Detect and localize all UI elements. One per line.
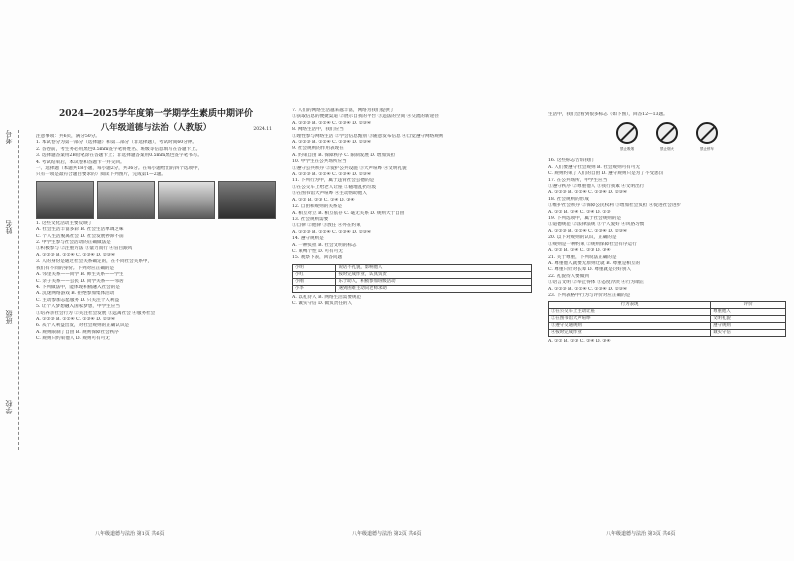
text-line: ①遵守公共秩序 ②爱护公共设施 ③大声喧哗 ④文明礼貌 bbox=[292, 165, 407, 171]
binding-label-exam-number: 考号 bbox=[5, 130, 13, 144]
text-line: ①获取信息的便捷渠道 ②展示自我的平台 ③违法的空间 ④交流的新途径 bbox=[292, 114, 439, 120]
page-2-questions bbox=[292, 108, 532, 262]
text-line: 9. 社会规则的作用表现在 bbox=[292, 146, 344, 152]
text-line: A. 以礼待人 B. 网络生活需要规范 bbox=[292, 294, 362, 300]
text-line: A. 一种负担 B. 社会文明的标志 bbox=[292, 242, 357, 248]
text-line: A. 规则限制了自由 B. 规则保障社会秩序 bbox=[36, 329, 119, 335]
exam-title: 2024—2025学年度第一学期学生素质中期评价 bbox=[58, 109, 254, 119]
exam-subtitle bbox=[36, 122, 276, 134]
prohibition-icon bbox=[656, 122, 678, 144]
table-cell: ③遵守交通规则 bbox=[549, 323, 711, 330]
text-line: A. ①②③ B. ①②④ C. ①③④ D. ②③④ bbox=[548, 228, 628, 234]
text-line: A. ①② B. ①④ C. ②③ D. ③④ bbox=[548, 248, 611, 254]
no-parking-sign bbox=[694, 122, 720, 154]
text-line: 13. 社会规则需要 bbox=[292, 216, 329, 222]
text-line: A. ①②③ B. ①②④ C. ①③④ D. ②③④ bbox=[548, 286, 628, 292]
text-line: C. 个人生活脱离社会 D. 社会发展停滞不前 bbox=[36, 233, 124, 239]
table-cell: 尊重他人 bbox=[711, 309, 786, 316]
text-line: C. 规则约束了人们的自由 D. 遵守规则只是为了不受惩罚 bbox=[548, 171, 664, 177]
text-line: A. 相互对立 B. 相互依存 C. 毫无关系 D. 规则大于自由 bbox=[292, 210, 405, 216]
text-line: ①自律 ②他律 ③放任 ④外在约束 bbox=[292, 223, 361, 229]
binding-label-school: 学校 bbox=[5, 400, 13, 414]
page-1-footer: 八年级道德与法治 第1页 共6页 bbox=[95, 531, 165, 537]
binding-margin bbox=[0, 130, 30, 450]
text-line: A. 人们要遵守社会规则 B. 社会规则可有可无 bbox=[548, 164, 641, 170]
text-line: 11. 下列行为中，属于违背社会公德的是 bbox=[292, 178, 375, 184]
text-line: A. ①② B. ①④ C. ②④ D. ①③ bbox=[548, 209, 611, 215]
text-line: 4. 下列做法中，能体现积极融入社会的是 bbox=[36, 284, 120, 290]
text-line: 17. 在公共场所，中学生应当 bbox=[548, 177, 608, 183]
table-row bbox=[549, 316, 786, 323]
sign-caption: 禁止吸烟 bbox=[620, 147, 634, 152]
table-row bbox=[293, 271, 532, 278]
text-line: C. 主动参加志愿服务 D. 只关注个人利益 bbox=[36, 297, 120, 303]
text-line: ①规则是一种约束 ②规则保障社会有序运行 bbox=[548, 241, 637, 247]
photo-strip bbox=[36, 181, 276, 219]
table-cell: 诚实守信 bbox=[711, 330, 786, 337]
text-line: A. ①②③ B. ①②④ C. ①③④ D. ②③④ bbox=[548, 190, 628, 196]
text-line: ①积极参与 ②注重方法 ③量力而行 ④盲目跟风 bbox=[36, 246, 133, 252]
text-line: A. ①②③ B. ①②④ C. ①③④ D. ②③④ bbox=[292, 229, 372, 235]
text-line: 6. 从个人利益出发，对社会规则的正确认识是 bbox=[36, 323, 130, 329]
binding-label-class: 班级 bbox=[5, 310, 13, 324]
text-line: ①培养亲社会行为 ②关注社会发展 ③远离社会 ④服务社会 bbox=[36, 310, 156, 316]
table-cell: 小明 bbox=[293, 264, 336, 271]
text-line: C. 诚实守信 D. 做负责任的人 bbox=[292, 301, 353, 307]
text-line: 23. 下列表格中行为与评价对应正确的是 bbox=[548, 292, 631, 298]
text-line: C. 束缚个性 D. 可有可无 bbox=[292, 248, 343, 254]
text-line: A. 社会生活丰富多彩 B. 社会生活单调乏味 bbox=[36, 227, 124, 233]
table-cell: 按时完成作业，认真负责 bbox=[336, 271, 532, 278]
exam-subject: 八年级道德与法治（人教版） bbox=[100, 123, 212, 133]
text-line: 14. 遵守规则是 bbox=[292, 236, 324, 242]
page-3-questions bbox=[548, 158, 786, 299]
text-line: A. ①②③ B. ①②④ C. ①③④ D. ②③④ bbox=[36, 316, 116, 322]
photo-3 bbox=[158, 181, 216, 219]
text-line: ①遵守秩序 ②尊重他人 ③我行我素 ④文明出行 bbox=[548, 184, 645, 190]
text-line: 我们有不同的身份。下列对应正确的是 bbox=[36, 265, 115, 271]
text-line: 2. 中学生参与社会活动的正确做法是 bbox=[36, 240, 111, 246]
table-row bbox=[549, 330, 786, 337]
table-cell: 遇到困难主动向老师求助 bbox=[336, 285, 532, 292]
text-line: 12. 自由和规则的关系是 bbox=[292, 204, 343, 210]
text-line: 只有一项是最符合题目要求的）阅读下列图片，完成第1—2题。 bbox=[36, 172, 166, 178]
table-cell: 文明礼貌 bbox=[711, 316, 786, 323]
photo-2 bbox=[97, 181, 155, 219]
page-3-intro: 生活中，我们会看到很多标志（如下图），回答12—13题。 bbox=[548, 112, 668, 117]
text-line: C. 规则只约束他人 D. 规则可有可无 bbox=[36, 336, 110, 342]
binding-dashed-line bbox=[18, 130, 19, 450]
table-cell: ④按时完成作业 bbox=[549, 330, 711, 337]
table-cell: ②在图书馆大声喧哗 bbox=[549, 316, 711, 323]
text-line: A. ①②③ B. ①②④ C. ①③④ D. ②③④ bbox=[292, 140, 372, 146]
text-line: ①理性参与网络生活 ②学会信息甄别 ③随意发布信息 ④自觉遵守网络规则 bbox=[292, 133, 444, 139]
text-line: C. 亲子关系——公民 D. 同学关系——邻居 bbox=[36, 278, 124, 284]
exam-date: 2024.11 bbox=[253, 127, 272, 132]
table-row bbox=[293, 264, 532, 271]
table-header: 行为表现 bbox=[549, 302, 711, 309]
page-3-footer: 八年级道德与法治 第3页 共6页 bbox=[606, 531, 676, 537]
binding-label-name: 姓名 bbox=[5, 220, 13, 234]
text-line: 22. 礼貌待人要做到 bbox=[548, 273, 589, 279]
text-line: 2. 答卷前，考生务必用黑色0.5mm签字笔将姓名、班级等信息填写在答题卡上。 bbox=[36, 146, 201, 152]
table-cell: ①在公交车上主动让座 bbox=[549, 309, 711, 316]
text-line: A. ①② B. ①③ C. ②④ D. ③④ bbox=[548, 339, 611, 345]
sign-caption: 禁止停车 bbox=[700, 147, 714, 152]
text-line: ③在图书馆大声喧哗 ④主动帮助他人 bbox=[292, 191, 367, 197]
table-cell: 说话不礼貌，影响他人 bbox=[336, 264, 532, 271]
text-line: 5. 让个人梦想融入国家梦想，中学生应当 bbox=[36, 304, 120, 310]
text-line: A. 沉迷网络游戏 B. 拒绝参加集体活动 bbox=[36, 291, 115, 297]
text-line: 3. 选择题答案用2B铅笔涂在答题卡上；非选择题答案用0.5mm黑色签字笔书写。 bbox=[36, 153, 202, 159]
text-line: ①道德规范 ②法律法规 ③个人爱好 ④风俗习惯 bbox=[548, 222, 645, 228]
photo-1 bbox=[36, 181, 94, 219]
table-cell: 遵守规则 bbox=[711, 323, 786, 330]
page-2-table bbox=[292, 264, 532, 293]
page-3-options bbox=[548, 339, 786, 345]
text-line: 一、选择题（本题共18小题，每小题2分，共36分。在每小题给出的四个选项中， bbox=[36, 166, 203, 172]
page-2 bbox=[292, 108, 532, 528]
table-row bbox=[549, 323, 786, 330]
text-line: A. ①② B. ②③ C. ①④ D. ③④ bbox=[292, 197, 355, 203]
table-row bbox=[549, 309, 786, 316]
table-cell: 小红 bbox=[293, 271, 336, 278]
table-cell: 乐于助人，积极参加班级活动 bbox=[336, 278, 532, 285]
table-row bbox=[293, 285, 532, 292]
text-line: ①在公交车上给老人让座 ②随地乱扔垃圾 bbox=[292, 184, 377, 190]
page-1 bbox=[36, 108, 276, 528]
text-line: 7. 人们的网络生活越来越丰富，网络为我们提供了 bbox=[292, 108, 395, 113]
prohibition-icon bbox=[696, 122, 718, 144]
page-3-table bbox=[548, 301, 786, 337]
page-2-options bbox=[292, 295, 532, 308]
page-1-questions bbox=[36, 221, 276, 343]
table-cell: 小刚 bbox=[293, 278, 336, 285]
sign-row bbox=[548, 122, 786, 154]
prohibition-icon bbox=[616, 122, 638, 144]
text-line: 20. 以下对规则的认识，正确的是 bbox=[548, 235, 617, 241]
text-line: 4. 考试结束后，本试卷和答题卡一并交回。 bbox=[36, 159, 125, 165]
page-2-footer: 八年级道德与法治 第2页 共6页 bbox=[352, 531, 422, 537]
text-line: A. ①②③ B. ①②④ C. ①③④ D. ②③④ bbox=[292, 172, 372, 178]
text-line: 10. 中学生在公共场所应当 bbox=[292, 159, 347, 165]
no-fire-sign bbox=[654, 122, 680, 154]
text-line: 19. 下列选项中，属于社会规则的是 bbox=[548, 216, 622, 222]
text-line: 18. 社会规则的形成 bbox=[548, 196, 589, 202]
photo-4 bbox=[218, 181, 276, 219]
text-line: ①语言文明 ②举止得体 ③态度冷淡 ④行为端正 bbox=[548, 280, 645, 286]
table-cell: 小李 bbox=[293, 285, 336, 292]
text-line: 21. 关于尊重，下列说法正确的是 bbox=[548, 254, 617, 260]
text-line: A. ①②③ B. ①②④ C. ①③④ D. ②③④ bbox=[36, 252, 116, 258]
table-header: 评价 bbox=[711, 302, 786, 309]
text-line: C. 尊重只针对长辈 D. 尊重就是讨好别人 bbox=[548, 267, 632, 273]
text-line: A. 邻里关系——同学 B. 师生关系——学生 bbox=[36, 272, 124, 278]
text-line: A. 尊重他人就要无原则迁就 B. 尊重是相互的 bbox=[548, 260, 641, 266]
text-line: A. 约束自由 B. 保障秩序 C. 限制发展 D. 增加负担 bbox=[292, 152, 396, 158]
page-1-instructions bbox=[36, 134, 276, 179]
table-row bbox=[293, 278, 532, 285]
text-line: 1. 这些文化活动主要反映了 bbox=[36, 220, 93, 226]
sign-caption: 禁止烟火 bbox=[660, 147, 674, 152]
text-line: 1. 本试卷分为第一部分（选择题）和第二部分（非选择题），考试时间60分钟。 bbox=[36, 140, 197, 146]
text-line: A. ①②③ B. ①②④ C. ①③④ D. ②③④ bbox=[292, 120, 372, 126]
text-line: 3. 人的身份是通过社会关系确定的，在不同社会关系中， bbox=[36, 259, 153, 265]
text-line: 15. 观察下表，回答问题 bbox=[292, 255, 343, 261]
no-smoking-sign bbox=[614, 122, 640, 154]
text-line: 16. 这些标志告诉我们 bbox=[548, 158, 594, 164]
text-line: 注意事项：共6页，满分50分。 bbox=[36, 134, 100, 139]
text-line: ①维护社会秩序 ②保障公民权利 ③增加社会负担 ④促进社会进步 bbox=[548, 203, 682, 209]
page-3 bbox=[548, 112, 786, 532]
text-line: 8. 网络生活中，我们应当 bbox=[292, 127, 344, 133]
